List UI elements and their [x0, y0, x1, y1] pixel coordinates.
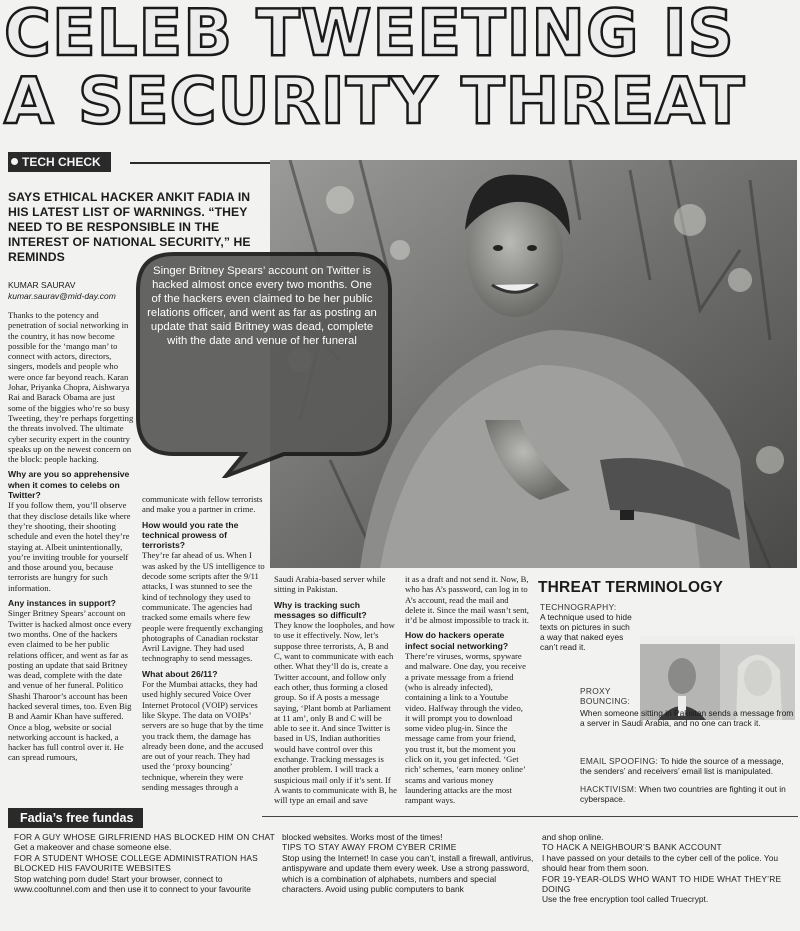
funda-text: I have passed on your details to the cyber cell of the police. You should hear from them soon.: [542, 852, 779, 874]
term-definition: When two countries are fighting it out in cyberspace.: [580, 784, 786, 804]
fundas-column-3: [542, 832, 796, 905]
section-rule: [130, 162, 270, 164]
article-column-4: [405, 574, 529, 806]
question-heading: Why are you so apprehensive when it comes to celebs on Twitter?: [8, 469, 130, 501]
answer-paragraph: For the Mumbai attacks, they had used highly secured Voice Over Internet Protocol (VOIP) services like Skype. The data on VOIPs’ servers are so huge that by the time you track them, the damage has already been done, and the accused are out of your reach. They had used the ‘proxy bouncing’ technique, wherein they were sending messages through a: [142, 679, 264, 793]
fundas-column-2: [282, 832, 536, 894]
section-tag-label: TECH CHECK: [22, 155, 101, 169]
headline-line-1: CELEB TWEETING IS: [4, 0, 735, 71]
term-definition: A technique used to hide texts on pictures in such a way that naked eyes can’t read it.: [540, 612, 632, 652]
answer-paragraph: Singer Britney Spears’ account on Twitter is hacked almost once every two months. One of the hackers even claimed to be her public relations officer, and went as far as posting an update that said Britney was dead, complete with the date and venue of her funeral. Politico Shashi Tharoor’s account has been hacked several times, too. Even Big B and Aamir Khan have suffered. Once a blog, website or social networking account is hacked, a hacker has full control over it. He can spread rumours,: [8, 608, 132, 763]
question-heading: Why is tracking such messages so difficult?: [274, 599, 367, 620]
term-proxy-bouncing: [580, 686, 640, 706]
pull-quote: Singer Britney Spears’ account on Twitter is hacked almost once every two months. One of the hackers even claimed to be her public relations officer, and went as far as posting an update that said Britney was dead, complete with the date and venue of her funeral: [147, 265, 377, 347]
deck: SAYS ETHICAL HACKER ANKIT FADIA IN HIS LATEST LIST OF WARNINGS. “THEY NEED TO BE RESPONSIBLE IN THE INTEREST OF NATIONAL SECURITY,” HE REMINDS: [8, 190, 251, 264]
funda-text: Stop using the Internet! In case you can’t, install a firewall, antivirus, antispyware and update them every week. Use a strong password, which is a combination of alphabets, numbers and special characters. Avoid using public computers to bank: [282, 852, 534, 895]
intro-paragraph: Thanks to the potency and penetration of social networking in the country, it has now become possible for the ‘mango man’ to connect with actors, directors, singers, models and people who were once far beyond reach. Karan Johar, Priyanka Chopra, Aishwarya Rai and Barack Obama are just some of the biggies who’re so busy Tweeting, they’re perhaps forgetting the threats involved. The ultimate cyber security expert in the country speaks up on the newest concern on the block: people hacking.: [8, 310, 134, 465]
funda-heading: FOR A GUY WHOSE GIRLFRIEND HAS BLOCKED HIM ON CHAT: [14, 832, 275, 842]
term-label: PROXY BOUNCING:: [580, 686, 631, 706]
byline-name: KUMAR SAURAV: [8, 280, 76, 290]
funda-text: Get a makeover and chase someone else.: [14, 842, 172, 853]
headline-line-2: A SECURITY THREAT: [4, 65, 746, 139]
question-heading: What about 26/11?: [142, 668, 218, 679]
funda-text: and shop online.: [542, 832, 604, 842]
threat-terminology-title: THREAT TERMINOLOGY: [538, 579, 723, 596]
answer-paragraph: If you follow them, you’ll observe that they disclose details like where they’re shooting, their shooting schedule and even the hotel they’re staying at. Albeit unintentionally, you’re inviting trouble for yourself and those around you, because terrorists are hungry for such information.: [8, 500, 131, 593]
funda-heading: FOR 19-YEAR-OLDS WHO WANT TO HIDE WHAT THEY’RE DOING: [542, 873, 782, 895]
term-definition: When someone sitting in Pakistan sends a message from a server in Saudi Arabia, and no one can track it.: [580, 708, 794, 728]
fundas-title: Fadia’s free fundas: [8, 808, 143, 828]
headline: [4, 0, 796, 139]
answer-paragraph: They’re far ahead of us. When I was asked by the US intelligence to decode some scripts after the 9/11 attacks, I was stunned to see the kind of technology they used to communicate. The agencies had tracked some emails where few people were frequently exchanging photographs of Canadian rockstar Avril Lavigne. They had used technography to send messages.: [142, 550, 265, 664]
article-column-3: [274, 574, 398, 806]
bullet-icon: [11, 158, 18, 165]
term-label: HACKTIVISM:: [580, 784, 637, 794]
body-paragraph: communicate with fellow terrorists and make you a partner in crime.: [142, 494, 263, 515]
funda-heading: FOR A STUDENT WHOSE COLLEGE ADMINISTRATION HAS BLOCKED HIS FAVOURITE WEBSITES: [14, 852, 258, 874]
term-label: TECHNOGRAPHY:: [540, 602, 617, 612]
term-label: EMAIL SPOOFING:: [580, 756, 659, 766]
body-paragraph: it as a draft and not send it. Now, B, who has A’s password, can log in to A’s account, read the mail and delete it. Since the mail wasn’t sent, it’d be almost impossible to track it.: [405, 574, 529, 626]
term-hacktivism: [580, 784, 796, 804]
term-definition: To hide the source of a message, the senders’ and receivers’ email list is manipulated.: [580, 756, 784, 776]
term-proxy-definition-wrap: [580, 708, 796, 728]
article-column-2: [142, 494, 266, 792]
article-column-1: [8, 310, 134, 763]
question-heading: Any instances in support?: [8, 598, 116, 609]
term-technography: [540, 602, 636, 652]
funda-text: blocked websites. Works most of the times!: [282, 832, 443, 842]
body-paragraph: Saudi Arabia-based server while sitting in Pakistan.: [274, 574, 386, 595]
term-email-spoofing: [580, 756, 796, 776]
funda-text: Stop watching porn dude! Start your browser, connect to www.cooltunnel.com and then use it to connect to your favourite: [14, 873, 251, 895]
funda-heading: TIPS TO STAY AWAY FROM CYBER CRIME: [282, 842, 457, 853]
funda-text: Use the free encryption tool called Truecrypt.: [542, 894, 709, 905]
funda-heading: TO HACK A NEIGHBOUR’S BANK ACCOUNT: [542, 842, 722, 853]
fundas-rule: [262, 816, 798, 817]
section-tag: [8, 152, 111, 172]
fundas-column-1: [14, 832, 276, 894]
byline-email: kumar.saurav@mid-day.com: [8, 291, 116, 301]
answer-paragraph: They know the loopholes, and how to use it effectively. Now, let’s suppose three terrorists, A, B and C, want to communicate with each other. What they’ll do is, create a Twitter account, and follow only each other, thus forming a closed group. So if A posts a message saying, ‘Plant bomb at Parliament at 11 am’, only B and C will be able to see it. And since Twitter is based in US, Indian authorities would have control over this exchange. Tracking messages is another problem. I will track a suspicious mail only if it’s sent. If A wants to communicate with B, he will type an email and save: [274, 620, 397, 806]
question-heading: How do hackers operate infect social networking?: [405, 630, 509, 651]
answer-paragraph: There’re viruses, worms, spyware and malware. One day, you receive a private message from a friend (who is already infected), containing a link to a Youtube video. Halfway through the video, it will prompt you to download some video plug-in. Since the message came from your friend, you trust it, but the moment you click on it, you get infected. ‘Get rich’ schemes, ‘earn money online’ scams and various money laundering attacks are the most rampant ways.: [405, 651, 526, 806]
question-heading: How would you rate the technical prowess of terrorists?: [142, 519, 239, 551]
